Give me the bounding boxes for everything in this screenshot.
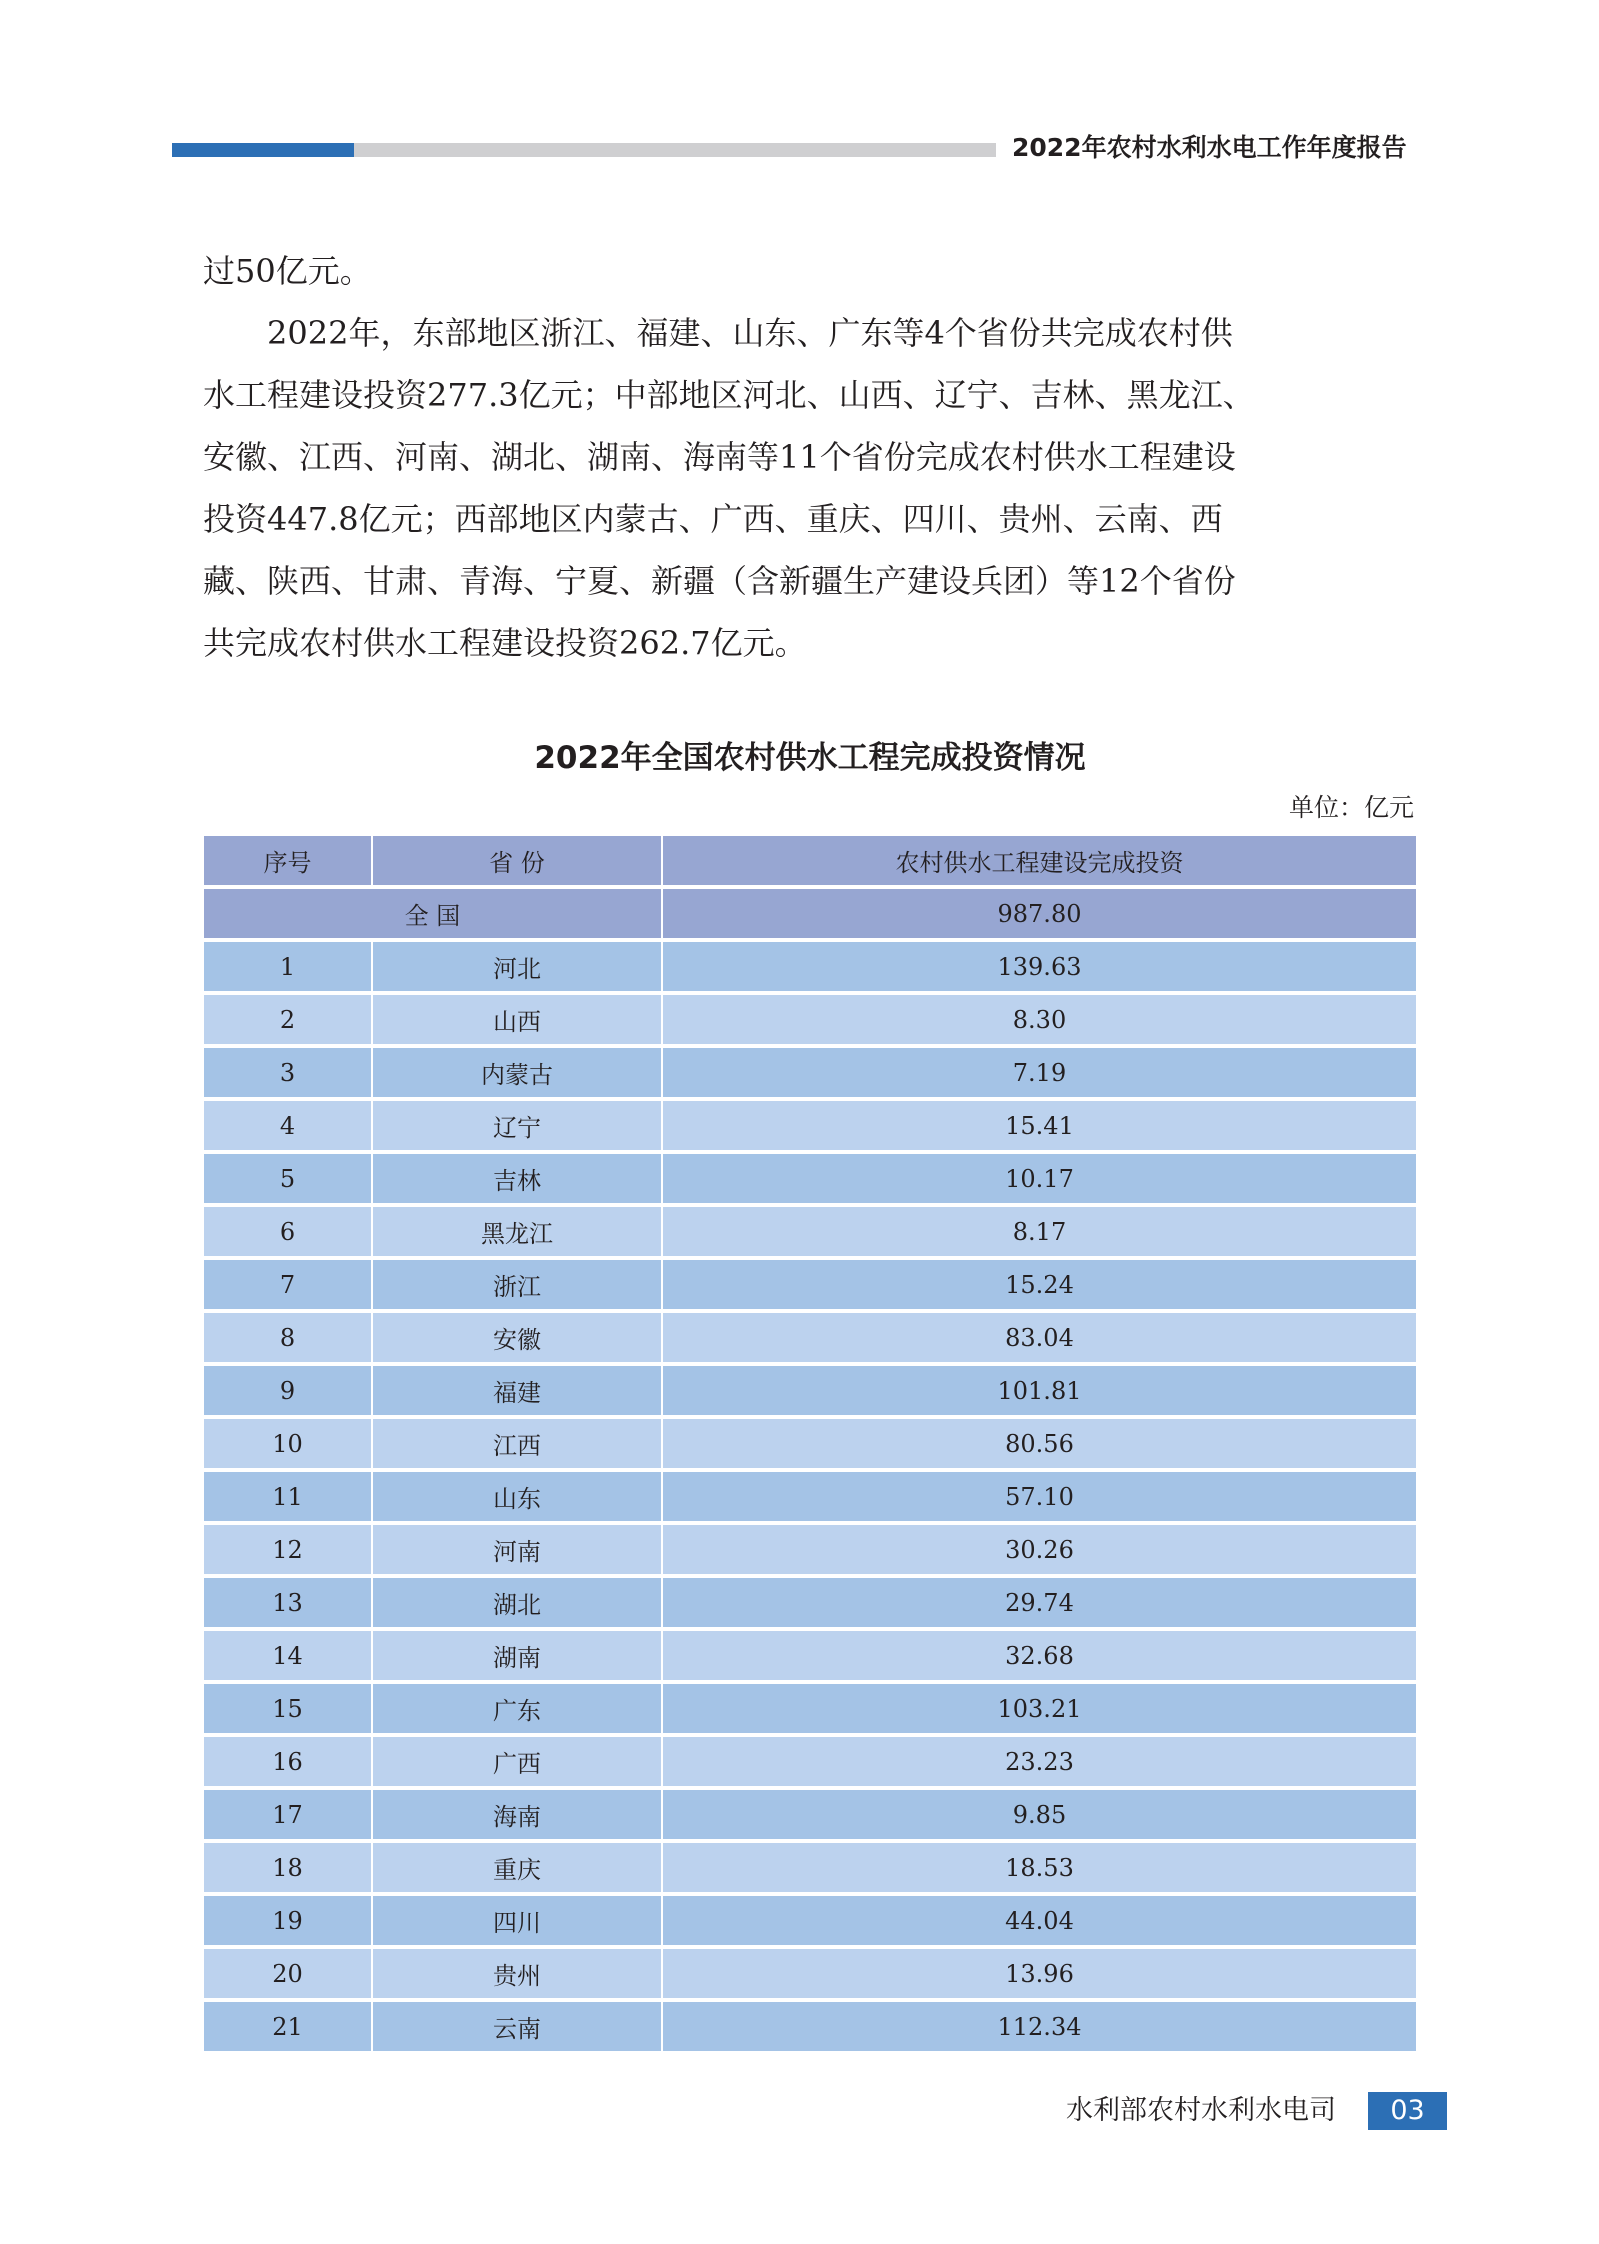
row-index: 11 — [204, 1470, 372, 1523]
paragraph-line: 共完成农村供水工程建设投资262.7亿元。 — [203, 624, 807, 662]
row-value: 15.41 — [662, 1099, 1416, 1152]
paragraph-line: 水工程建设投资277.3亿元；中部地区河北、山西、辽宁、吉林、黑龙江、 — [203, 376, 1255, 414]
row-index: 15 — [204, 1682, 372, 1735]
row-province: 辽宁 — [372, 1099, 662, 1152]
header-rule-bar — [354, 143, 996, 157]
table-row — [204, 1735, 1416, 1788]
row-index: 8 — [204, 1311, 372, 1364]
table-row — [204, 2000, 1416, 2053]
row-province: 安徽 — [372, 1311, 662, 1364]
table-row — [204, 1682, 1416, 1735]
total-row — [204, 887, 1416, 940]
row-province: 内蒙古 — [372, 1046, 662, 1099]
row-index: 4 — [204, 1099, 372, 1152]
row-province: 山西 — [372, 993, 662, 1046]
paragraph-line: 藏、陕西、甘肃、青海、宁夏、新疆（含新疆生产建设兵团）等12个省份 — [203, 562, 1236, 600]
row-index: 6 — [204, 1205, 372, 1258]
row-value: 8.17 — [662, 1205, 1416, 1258]
paragraph-line: 投资447.8亿元；西部地区内蒙古、广西、重庆、四川、贵州、云南、西 — [203, 500, 1223, 538]
header-province: 省 份 — [372, 836, 662, 887]
row-index: 5 — [204, 1152, 372, 1205]
table-row — [204, 1099, 1416, 1152]
table-header-row — [204, 836, 1416, 887]
row-province: 广东 — [372, 1682, 662, 1735]
table-row — [204, 1205, 1416, 1258]
table-row — [204, 1841, 1416, 1894]
table-row — [204, 993, 1416, 1046]
row-index: 14 — [204, 1629, 372, 1682]
paragraph-line: 过50亿元。 — [203, 252, 372, 290]
row-value: 8.30 — [662, 993, 1416, 1046]
row-value: 7.19 — [662, 1046, 1416, 1099]
table-row — [204, 940, 1416, 993]
table-row — [204, 1311, 1416, 1364]
table-row — [204, 1364, 1416, 1417]
row-value: 139.63 — [662, 940, 1416, 993]
row-value: 83.04 — [662, 1311, 1416, 1364]
paragraph-line: 安徽、江西、河南、湖北、湖南、海南等11个省份完成农村供水工程建设 — [203, 438, 1236, 476]
investment-table — [204, 836, 1416, 2055]
table-title: 2022年全国农村供水工程完成投资情况 — [534, 740, 1086, 776]
row-value: 10.17 — [662, 1152, 1416, 1205]
report-title: 2022年农村水利水电工作年度报告 — [1012, 133, 1407, 162]
row-province: 广西 — [372, 1735, 662, 1788]
row-index: 13 — [204, 1576, 372, 1629]
table-row — [204, 1788, 1416, 1841]
row-index: 7 — [204, 1258, 372, 1311]
table-row — [204, 1470, 1416, 1523]
row-index: 20 — [204, 1947, 372, 2000]
table-row — [204, 1947, 1416, 2000]
row-province: 福建 — [372, 1364, 662, 1417]
row-index: 21 — [204, 2000, 372, 2053]
row-index: 1 — [204, 940, 372, 993]
row-province: 河北 — [372, 940, 662, 993]
unit-label: 单位：亿元 — [1288, 793, 1414, 822]
row-province: 云南 — [372, 2000, 662, 2053]
header-index: 序号 — [204, 836, 372, 887]
footer-department: 水利部农村水利水电司 — [1066, 2095, 1336, 2126]
row-province: 湖北 — [372, 1576, 662, 1629]
row-value: 57.10 — [662, 1470, 1416, 1523]
row-province: 吉林 — [372, 1152, 662, 1205]
row-index: 18 — [204, 1841, 372, 1894]
row-value: 103.21 — [662, 1682, 1416, 1735]
total-value: 987.80 — [662, 887, 1416, 940]
row-index: 19 — [204, 1894, 372, 1947]
row-index: 9 — [204, 1364, 372, 1417]
table-row — [204, 1046, 1416, 1099]
row-province: 贵州 — [372, 1947, 662, 2000]
row-province: 山东 — [372, 1470, 662, 1523]
row-index: 17 — [204, 1788, 372, 1841]
row-value: 13.96 — [662, 1947, 1416, 2000]
row-value: 15.24 — [662, 1258, 1416, 1311]
row-province: 海南 — [372, 1788, 662, 1841]
row-value: 23.23 — [662, 1735, 1416, 1788]
row-province: 四川 — [372, 1894, 662, 1947]
row-index: 2 — [204, 993, 372, 1046]
row-value: 101.81 — [662, 1364, 1416, 1417]
row-value: 32.68 — [662, 1629, 1416, 1682]
table-row — [204, 1258, 1416, 1311]
row-value: 80.56 — [662, 1417, 1416, 1470]
table-row — [204, 1894, 1416, 1947]
row-index: 16 — [204, 1735, 372, 1788]
row-index: 10 — [204, 1417, 372, 1470]
table-row — [204, 1417, 1416, 1470]
row-province: 江西 — [372, 1417, 662, 1470]
row-value: 112.34 — [662, 2000, 1416, 2053]
row-province: 河南 — [372, 1523, 662, 1576]
page-number: 03 — [1368, 2092, 1447, 2130]
table-row — [204, 1576, 1416, 1629]
row-value: 30.26 — [662, 1523, 1416, 1576]
paragraph-line: 2022年，东部地区浙江、福建、山东、广东等4个省份共完成农村供 — [203, 314, 1233, 352]
row-province: 黑龙江 — [372, 1205, 662, 1258]
total-label: 全 国 — [204, 887, 662, 940]
header-accent-bar — [172, 143, 354, 157]
row-value: 9.85 — [662, 1788, 1416, 1841]
row-province: 湖南 — [372, 1629, 662, 1682]
row-province: 浙江 — [372, 1258, 662, 1311]
row-value: 18.53 — [662, 1841, 1416, 1894]
table-row — [204, 1152, 1416, 1205]
header-investment: 农村供水工程建设完成投资 — [662, 836, 1416, 887]
row-province: 重庆 — [372, 1841, 662, 1894]
row-index: 12 — [204, 1523, 372, 1576]
row-value: 29.74 — [662, 1576, 1416, 1629]
row-value: 44.04 — [662, 1894, 1416, 1947]
table-row — [204, 1629, 1416, 1682]
table-row — [204, 1523, 1416, 1576]
row-index: 3 — [204, 1046, 372, 1099]
